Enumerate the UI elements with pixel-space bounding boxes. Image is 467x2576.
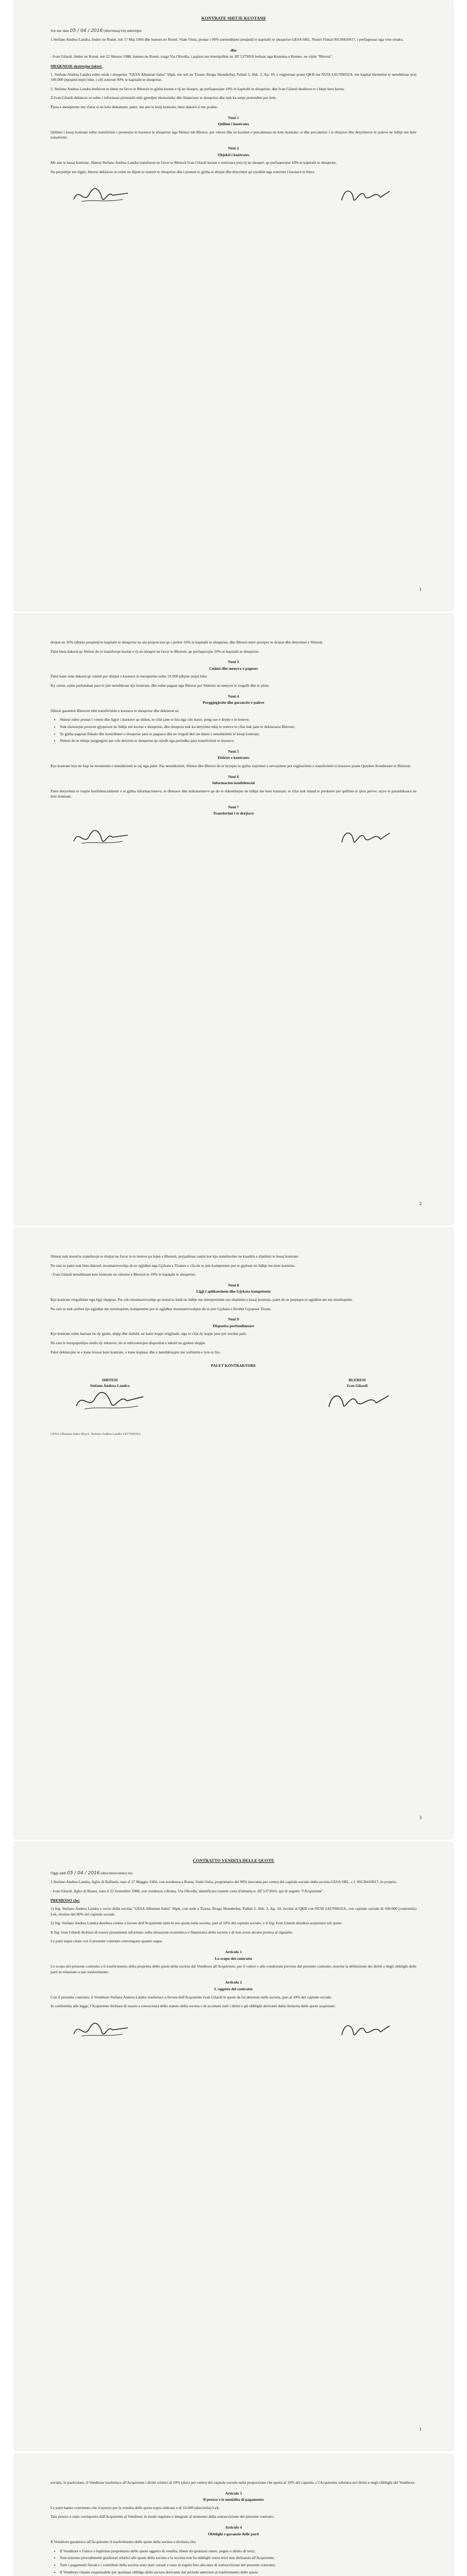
article-title: Objekti i kontrates: [218, 152, 249, 157]
article-text: Palet detyrohen te ruajne konfidencialitetin e te gjitha informacioneve, te dhenave dhe dokumenteve qe do te shkembejne ne lidhje me kete kontrate, te cilat nuk mund te perdoren per qellime te tjera pervec atyre te parashikuara ne kete kontrate.: [51, 788, 416, 799]
article-text: Qellimi i kesaj kontrate eshte transferimi i pronesise te kuotave te shoqerise nga Shitesi tek Bleresi, per vleren dhe ne kushtet e percaktuara ne kete kontrate, si dhe percaktimi i te drejtave dhe detyrimeve te paleve ne lidhje me kete transferim.: [51, 129, 416, 140]
article-title: Efektet e kontrates: [218, 755, 249, 760]
initials-row: [51, 826, 416, 852]
article-number: Neni 6: [228, 774, 239, 779]
it-contract-page-2: [14, 2454, 453, 2576]
paragraph: - Ivan Gilardi nenshkruan kete kontrate ne cilesine e Bleresit te 10% te kapitalit te shoqerise.: [51, 1272, 196, 1277]
company-stamp: GESA Albanian Sales Sh.p.k. Stefano Andrea Landra L81709032A: [51, 1432, 141, 1436]
article-text: Kjo kontrate rregullohet nga ligji shqiptar. Per cdo mosmarreveshje qe mund te lindi ne lidhje me interpretimin ose zbatimin e kesaj kontrate, palet do te perpiqen ta zgjidhin ate me mirekuptim.: [51, 1297, 353, 1302]
recital-4: Le parti sopra citate con il presente contratto convengono quanto segue.: [51, 1939, 163, 1944]
seller-signature-column: [51, 1377, 169, 1436]
article-number: Neni 9: [228, 1317, 239, 1322]
article-text: Kjo kontrate eshte hartuar ne dy gjuhe, shqip dhe italisht, ne kater kopje origjinale, nga te cilat dy kopje jane per secilen pale.: [51, 1331, 247, 1336]
signature-seller-icon: [71, 826, 133, 849]
paragraph: Shitesi nuk mund te transferoje te drejtat ne favor te te treteve pa lejen e Bleresit, perjashtuar rastin kur kjo transferohet ne kuadrin e zbatimit te kesaj kontrate.: [51, 1254, 299, 1259]
guarantee-list: [51, 2549, 416, 2575]
recitals-heading: PREMESSO che:: [51, 1898, 80, 1903]
seller-paragraph: 1.Stefano Andrea Landra, lindur ne Romë, më 17 Maj 1966 dhe banues ne Romë, Viale Ostia, pronar i 90% (nentedhjete perqind) te kapitalit te shoqerise GESA SRL, Numri Fiskal 09130410017, i perfaqesuar nga vete ortaku.: [51, 37, 404, 42]
article-text: Lo scopo del presente contratto e il trasferimento della proprieta delle quote della societa dal Venditore all'Acquirente, per il valore e alle condizioni previste dal presente contratto, nonche la definizione dei diritti e degli obblighi delle parti in relazione a tale trasferimento.: [51, 1964, 416, 1974]
buyer-signature-column: [298, 1377, 416, 1436]
initials-row: [51, 184, 416, 210]
al-contract-page-2: [14, 614, 453, 1225]
buyer-paragraph: - Ivan Gilardi, figlio di Bruno, nato il 22 Settembre 1988, con residenza a Roma, Via Olivella, identificato tramite carta d'identita n. AT 5373010, qui di seguito "l'Acquirente".: [51, 1888, 324, 1893]
it-contract-page-1: [14, 1842, 453, 2450]
article-text: Le parti hanno convenuto che il prezzo per la vendita delle quote sopra indicate e di 10.000 (diecimila) Lek.: [51, 2505, 220, 2510]
article-title: Qellimi i kontrates: [218, 122, 249, 127]
article-text: Palet deklarojne se e kane lexuar kete kontrate, e kane kuptuar dhe e nenshkruajne me vullnetin e tyre te lire.: [51, 1349, 221, 1354]
article-title: Obblighi e garanzie delle parti: [208, 2531, 259, 2536]
signature-seller-icon: [71, 2019, 133, 2042]
article-title: Ligji i aplikueshem dhe Gjykata kompetente: [196, 1289, 271, 1294]
article-text: Palet kane rene dakord qe cmimi per shitjen e kuotave te mesiperme eshte 10.000 (dhjete mije) leke.: [51, 674, 208, 679]
recital-1: 1. Stefano Andrea Landra eshte ortak i shoqerise "GESA Albanian Sales" Shpk, me seli ne Tirane, Rruga Skenderbej, Pallati 5, Shk. 2, Ap. 10, e regjistruar prane QKB me NUIS L81709032A, me kapital themeltar te nenshkruar prej 100.000 (njeqind mije) leke, i cili zoteron 90% te kapitalit te shoqerise.: [51, 72, 416, 82]
page-number: 3: [419, 1815, 422, 1820]
article-number: Neni 5: [228, 749, 239, 754]
seller-signature-icon: [71, 1388, 148, 1414]
seller-paragraph: 1.Stefano Andrea Landra, figlio di Raffaele, nato il 17 Maggio 1966, con residenza a Roma, Viale Ostia, proprietario del 90% (novanta per cento) del capitale sociale della societa GESA SRL, c.f. 09130410017, in proprio.: [51, 1879, 397, 1885]
signature-seller-icon: [71, 184, 133, 207]
list-item: • Il Venditore rimane responsabile per qualsiasi obbligo della societa derivante dal periodo anteriore al trasferimento delle quote.: [60, 2570, 416, 2575]
article-title: Transferimi i te drejtave: [213, 811, 254, 816]
article-number: Neni 7: [228, 804, 239, 809]
parties-title: PALET KONTRAKTORE: [211, 1363, 256, 1368]
al-contract-page-1: [14, 0, 453, 611]
handwritten-date: 05 / 04 / 2016: [70, 28, 103, 33]
article-number: Neni 3: [228, 659, 239, 665]
article-title: Dispozita perfundimtare: [213, 1323, 254, 1328]
article-number: Neni 1: [228, 115, 239, 120]
buyer-role: BLERESI: [348, 1377, 366, 1382]
continued-paragraph: drejtat ne 10% (dhjete perqind) te kapitalit te shoqerise ne ate proporcion qe i perket 10% te kapitalit te shoqerise, dhe Bleresi merr persiper te drejtat dhe detyrimet e Shitesit.: [51, 640, 324, 645]
article-title: Cmimi dhe menyra e pageses: [209, 666, 258, 671]
buyer-paragraph: - Ivan Gilardi, lindur ne Romë, më 22 Shtator 1988, banues ne Romë, rruga Via Olivella, i pajisur me leternjoftim nr. AT 5373010 leshuar nga Komuna e Romes, ne vijim "Bleresi".: [51, 54, 333, 59]
seller-role: SHITESI: [102, 1377, 118, 1382]
initials-row: [51, 2019, 416, 2044]
signature-buyer-icon: [334, 2019, 396, 2042]
article-text: Tale prezzo e stato corrisposto dall'Acquirente al Venditore in modo regolare e integrale al momento della sottoscrizione del presente contratto.: [51, 2514, 275, 2519]
page-number: 2: [419, 1201, 422, 1206]
article-number: Articolo 2: [225, 1980, 242, 1985]
continued-paragraph: sociale, in particolare, il Venditore trasferisce all'Acquirente i diritti relativi al 10% (dieci per cento) del capitale sociale nella proporzione che spetta al 10% del capitale, e l'Acquirente subentra nei diritti e negli obblighi del Venditore.: [51, 2480, 415, 2485]
page-number: 1: [419, 587, 422, 592]
list-item: • Shitesi eshte pronar i vetem dhe ligjor i kuotave qe shiten, te cilat jane te lira nga cdo barre, peng ose e drejte e te treteve;: [60, 717, 416, 723]
recitals-heading: MEQENESE ekzistojne faktet:: [51, 63, 103, 69]
article-text: Ne rast te mospuputhjes midis dy teksteve, do te mbizoterojne dispozitat e tekstit ne gjuhen shqipe.: [51, 1340, 206, 1345]
recital-3: Il Sig. Ivan Gilardi dichiara di essere pienamente informato sulla situazione economica e finanziaria della societa e di non avere alcuna pretesa al riguardo.: [51, 1929, 293, 1935]
date-line: Oggi addi 05 / 04 / 2016 (dita/mese/anno) tra:: [51, 1870, 134, 1876]
paragraph: Palet bien dakord qe Shitesi do te transferoje kuotat e tij ne shoqeri ne favor te Bleresit, qe perfaqesojne 10% te kapitalit te shoqerise.: [51, 649, 260, 654]
paragraph: Ne rast se palet nuk bien dakord, mosmarreveshja do te zgjidhet nga Gjykata e Tiranes e cila do te jete kompetente per te gjykuar ne lidhje me kete kontrate.: [51, 1263, 295, 1268]
guarantee-list: [51, 717, 416, 743]
article-title: Lo scopo del contratto: [214, 1956, 253, 1961]
recital-1: 1) Sig. Stefano Andrea Landra e socio della societa "GESA Albanian Sales" Shpk, con sede a Tirana, Rruga Skenderbej, Pallati 5, Shk. 2, Ap. 10, iscritta al QKB con NUIS L81709032A, con capitale sociale di 100.000 (centomila) Lek, titolare del 90% del capitale sociale.: [51, 1906, 416, 1917]
article-text: Con il presente contratto, il Venditore Stefano Andrea Landra trasferisce a favore dell'Acquirente Ivan Gilardi le quote da lui detenute nella societa, pari al 10% del capitale sociale.: [51, 1994, 332, 1999]
article-text: Ne perputhje me ligjin, bleresi deklaron se eshte ne dijeni te statutit te shoqerise dhe i pranon te gjitha te drejtat dhe detyrimet qe rrjedhin nga zoterimi i kuotave te blera.: [51, 169, 315, 174]
article-text: Il Venditore garantisce all'Acquirente il trasferimento delle quote della societa e dichiara che:: [51, 2539, 196, 2545]
recital-3: Z.Ivan Gilardi deklaron se eshte i informuar plotesisht mbi gjendjen ekonomike dhe financiare te shoqerise dhe nuk ka asnje pretendim per kete.: [51, 95, 277, 100]
article-title: Il prezzo e le modalita di pagamento: [203, 2497, 264, 2502]
list-item: • Nuk ekzistojne procese gjyqesore ne lidhje me kuotat e shoqerise, dhe shoqeria nuk ka detyrime ndaj te treteve te cilat nuk jane te deklaruara Bleresit;: [60, 724, 416, 730]
article-number: Articolo 1: [225, 1949, 242, 1954]
page-number: 1: [419, 2427, 422, 2432]
list-item: • Non esistono procedimenti giudiziari relativi alle quote della societa e la societa non ha obblighi verso terzi non dichiarati all'Acquirente;: [60, 2555, 416, 2561]
list-item: • Tutti i pagamenti fiscali e i contributi della societa sono stati versati e sono in regola fino alla data di sottoscrizione del presente contratto;: [60, 2563, 416, 2568]
article-text: Ky cmim, eshte perfunduar pasi te jete nenshkruar kjo kontrate, dhe eshte paguar nga Bleresi per Shitesin ne menyre te rregullt dhe te plote.: [51, 683, 270, 688]
handwritten-date: 05 / 04 / 2016: [67, 1870, 100, 1876]
article-number: Articolo 3: [225, 2490, 242, 2496]
signature-buyer-icon: [334, 826, 396, 849]
article-number: Articolo 4: [225, 2524, 242, 2530]
date-line: Sot me date 05 / 04 / 2016 (dite/muaj/vit) ndermjet:: [51, 28, 142, 33]
article-title: Perggjegjesite dhe garancite e paleve: [203, 700, 264, 705]
and-conjunction: dhe: [230, 47, 237, 53]
article-number: Neni 8: [228, 1282, 239, 1287]
article-number: Neni 4: [228, 693, 239, 699]
article-title: L'oggetto del contratto: [214, 1986, 253, 1991]
article-text: In conformita alla legge, l'Acquirente dichiara di essere a conoscenza dello statuto della societa e di accettare tutti i diritti e gli obblighi derivanti dalla titolarita delle quote acquistate.: [51, 2004, 336, 2009]
seller-name: Stefano Andrea Landra: [90, 1383, 130, 1388]
recital-2: 2. Stefano Andrea Landra deshiron te shese ne favor te Bleresit te gjitha kuotat e tij ne shoqeri, qe perfaqesojne 10% te kapitalit te shoqerise, dhe Ivan Gilardi deshiron te i bleje keto kuota.: [51, 86, 345, 91]
contract-title: KONTRATE SHITJE KUOTASH: [201, 15, 266, 21]
recital-4: Pjesa e mesiperme me vlerat si ne kete dokument, palet, me ane te ketij kontrate, bien dakord si me poshte.: [51, 104, 218, 109]
list-item: • Shitesi do te mbaje pergjegjesi per cdo detyrim te shoqerise qe rrjedh nga periudha para transferimit te kuotave.: [60, 738, 416, 744]
article-number: Neni 2: [228, 145, 239, 150]
signature-block: [51, 1377, 416, 1436]
al-contract-page-3: [14, 1228, 453, 1839]
buyer-signature-icon: [319, 1388, 396, 1414]
recital-2: 2) Sig. Stefano Andrea Landra desidera cedere a favore dell'Acquirente tutte le sue quote nella societa, pari al 10% del capitale sociale, e il Sig. Ivan Gilardi desidera acquistare tali quote.: [51, 1921, 343, 1926]
list-item: • Te gjitha pagesat fiskale dhe kontributet e shoqerise jane te paguara dhe ne rregull deri ne daten e nenshkrimit te kesaj kontrate;: [60, 732, 416, 737]
list-item: • Il Venditore e l'unico e legittimo proprietario delle quote oggetto di vendita, libere da qualsiasi onere, pegno o diritto di terzi;: [60, 2549, 416, 2554]
buyer-name: Ivan Gilardi: [346, 1383, 368, 1388]
article-text: Kjo kontrate hyn ne fuqi ne momentin e nenshkrimit te saj nga palet. Pas nenshkrimit, Shitesi dhe Bleresi do te kryejne te gjitha veprimet e nevojshme per regjistrimin e transferimit te kuotave prane Qendres Kombetare te Biznesit.: [51, 763, 411, 768]
article-text: Ne rast se nuk arrihet nje zgjidhje me mirekuptim, kompetente per te zgjidhur mosmarreveshjen do te jete Gjykata e Rrethit Gjyqesor Tirane.: [51, 1306, 272, 1311]
article-text: Shitesi garanton Bleresin mbi transferimin e kuotave te shoqerise dhe deklaron se:: [51, 708, 179, 713]
signature-buyer-icon: [334, 184, 396, 207]
contract-title: CONTRATTO VENDITA DELLE QUOTE: [193, 1858, 274, 1863]
article-text: Me ane te kesaj kontrate, Shitesi Stefano Andrea Landra transferon ne favor te Bleresit Ivan Gilardi kuotat e zoteruara prej tij ne shoqeri, qe perfaqesojne 10% te kapitalit te shoqerise.: [51, 160, 337, 165]
article-title: Informacion konfidencial: [212, 781, 255, 786]
